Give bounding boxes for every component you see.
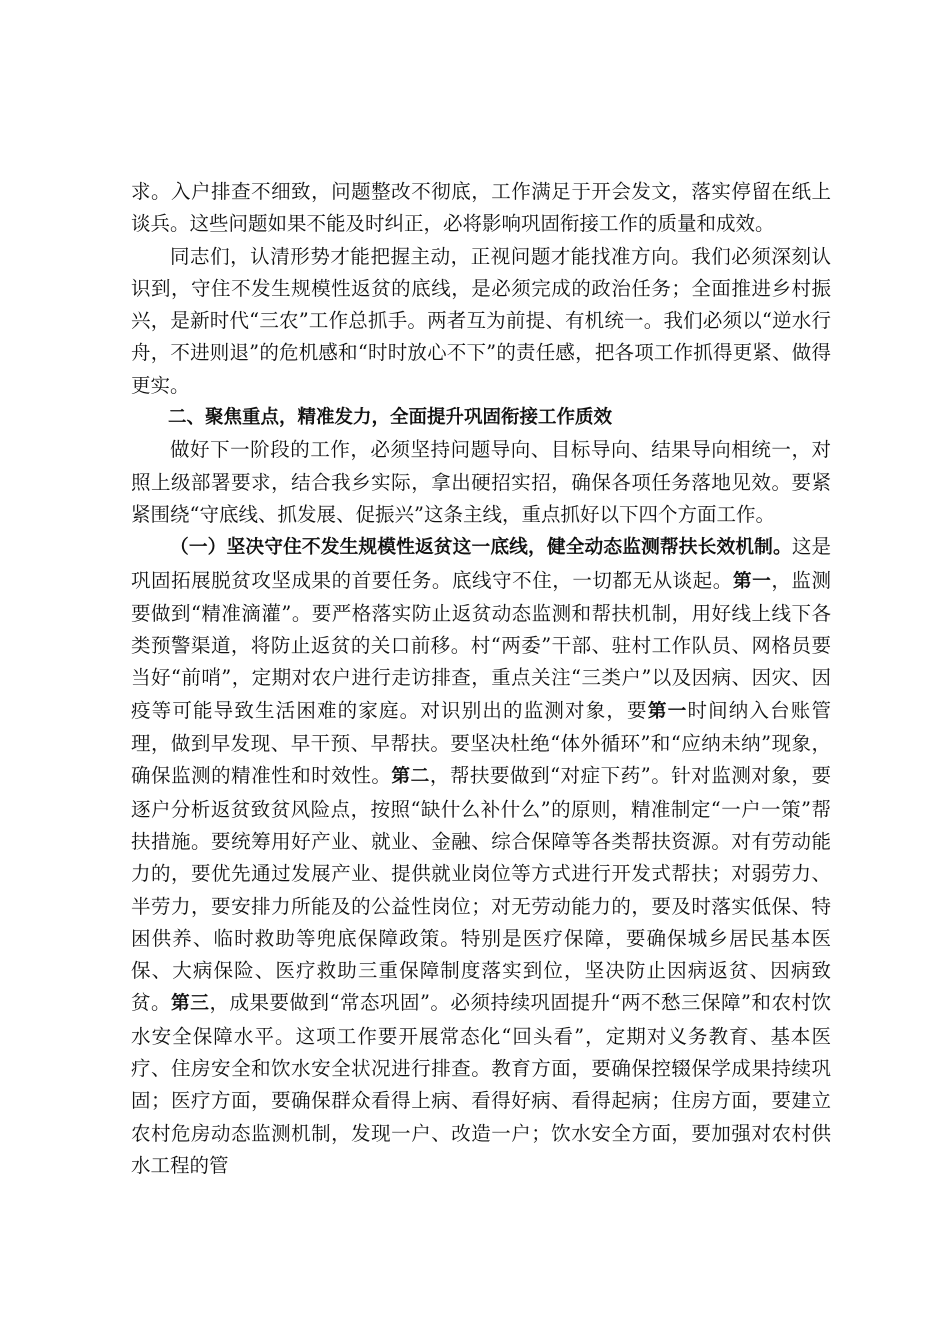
point-second-label: 第二 bbox=[391, 766, 430, 788]
point-first-label: 第一 bbox=[732, 570, 772, 592]
document-body bbox=[131, 176, 831, 1182]
point-third-label: 第三 bbox=[171, 993, 210, 1015]
subsection-1-text-e: ，成果要做到“常态巩固”。必须持续巩固提升“两不愁三保障”和农村饮水安全保障水平。这项工作要开展常态化“回头看”，定期对义务教育、基本医疗、住房安全和饮水安全状况进行排查。教育方面，要确保控辍保学成果持续巩固；医疗方面，要确保群众看得上病、看得好病、看得起病；住房方面，要建立农村危房动态监测机制，发现一户、改造一户；饮水安全方面，要加强对农村供水工程的管 bbox=[131, 991, 831, 1177]
subsection-1-heading: （一）坚决守住不发生规模性返贫这一底线，健全动态监测帮扶长效机制。 bbox=[170, 537, 792, 559]
subsection-1-text-a: 这是巩固拓展脱贫攻坚成果的首要任务。底线守不住，一切都无从谈起。 bbox=[131, 535, 831, 592]
paragraph-comrades: 同志们，认清形势才能把握主动，正视问题才能找准方向。我们必须深刻认识到，守住不发生规模性返贫的底线，是必须完成的政治任务；全面推进乡村振兴，是新时代“三农”工作总抓手。两者互为前提、有机统一。我们必须以“逆水行舟，不进则退”的危机感和“时时放心不下”的责任感，把各项工作抓得更紧、做得更实。 bbox=[131, 244, 831, 397]
paragraph-next-stage: 做好下一阶段的工作，必须坚持问题导向、目标导向、结果导向相统一，对照上级部署要求，结合我乡实际，拿出硬招实招，确保各项任务落地见效。要紧紧围绕“守底线、抓发展、促振兴”这条主线，重点抓好以下四个方面工作。 bbox=[131, 438, 831, 526]
first-time-label: 第一 bbox=[647, 700, 688, 722]
paragraph-continuation: 求。入户排查不细致，问题整改不彻底，工作满足于开会发文，落实停留在纸上谈兵。这些问题如果不能及时纠正，必将影响巩固衔接工作的质量和成效。 bbox=[131, 180, 831, 236]
subsection-1-text-c: 时间纳入台账管理，做到早发现、早干预、早帮扶。要坚决杜绝“体外循环”和“应纳未纳”现象，确保监测的精准性和时效性。 bbox=[131, 698, 831, 788]
subsection-1-text-d: ，帮扶要做到“对症下药”。针对监测对象，要逐户分析返贫致贫风险点，按照“缺什么补什么”的原则，精准制定“一户一策”帮扶措施。要统筹用好产业、就业、金融、综合保障等各类帮扶资源。对有劳动能力的，要优先通过发展产业、提供就业岗位等方式进行开发式帮扶；对弱劳力、半劳力，要安排力所能及的公益性岗位；对无劳动能力的，要及时落实低保、特困供养、临时救助等兜底保障政策。特别是医疗保障，要确保城乡居民基本医保、大病保险、医疗救助三重保障制度落实到位，坚决防止因病返贫、因病致贫。 bbox=[131, 764, 831, 1015]
section-heading-2: 二、聚焦重点，精准发力，全面提升巩固衔接工作质效 bbox=[168, 407, 613, 429]
paragraph-subsection-1 bbox=[131, 531, 831, 1182]
subsection-1-text-b: ，监测要做到“精准滴灌”。要严格落实防止返贫动态监测和帮扶机制，用好线上线下各类预警渠道，将防止返贫的关口前移。村“两委”干部、驻村工作队员、网格员要当好“前哨”，定期对农户进行走访排查，重点关注“三类户”以及因病、因灾、因疫等可能导致生活困难的家庭。对识别出的监测对象，要 bbox=[131, 568, 831, 722]
